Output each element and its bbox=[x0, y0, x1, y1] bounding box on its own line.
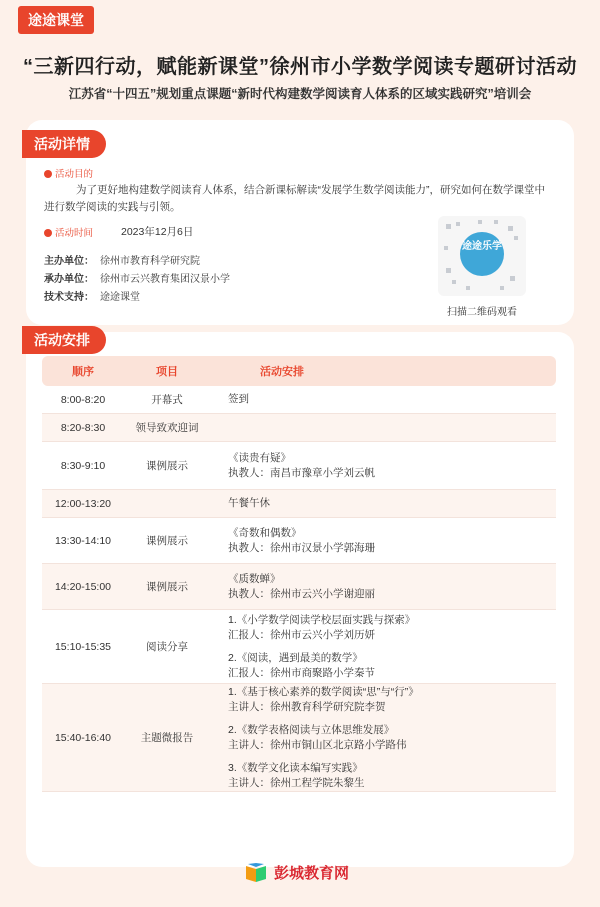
details-card bbox=[26, 120, 574, 325]
organizer-value: 徐州市云兴教育集团汉景小学 bbox=[100, 274, 230, 285]
arrangement-line: 执教人：徐州市汉景小学郭海珊 bbox=[228, 541, 375, 554]
arrangement-line: 《读贵有疑》 bbox=[228, 451, 291, 464]
organizer-label: 承办单位： bbox=[44, 274, 94, 285]
brand-tag: 途途课堂 bbox=[18, 6, 94, 34]
row-time: 15:40-16:40 bbox=[54, 731, 112, 744]
purpose-tag bbox=[44, 166, 93, 180]
table-body bbox=[42, 386, 556, 792]
row-time: 8:30-9:10 bbox=[60, 459, 106, 472]
arrangement-spacer bbox=[228, 643, 556, 651]
row-time: 14:20-15:00 bbox=[54, 580, 112, 593]
page-subtitle: 江苏省“十四五”规划重点课题“新时代构建数学阅读育人体系的区域实践研究”培训会 bbox=[68, 87, 532, 101]
arrangement-line: 2.《数学表格阅读与立体思维发展》 bbox=[228, 723, 395, 736]
arrangement-line: 1.《小学数学阅读学校层面实践与探索》 bbox=[228, 613, 416, 626]
arrangement-line: 执教人：南昌市豫章小学刘云帆 bbox=[228, 466, 375, 479]
row-item: 阅读分享 bbox=[146, 641, 188, 653]
purpose-text: 为了更好地构建数学阅读育人体系，结合新课标解读“发展学生数学阅读能力”，研究如何在数学课堂中进行数学阅读的实践与引领。 bbox=[44, 184, 545, 213]
organizer-value: 徐州市教育科学研究院 bbox=[100, 256, 200, 267]
table-row bbox=[42, 442, 556, 490]
organizer-row bbox=[44, 270, 230, 285]
row-item: 课例展示 bbox=[146, 581, 188, 593]
row-arrangement bbox=[210, 613, 556, 681]
time-tag-label: 活动时间 bbox=[55, 228, 94, 239]
header-arrangement: 活动安排 bbox=[260, 366, 304, 378]
schedule-card bbox=[26, 332, 574, 867]
row-item: 主题微报告 bbox=[140, 732, 194, 744]
arrangement-line: 主讲人：徐州市铜山区北京路小学路伟 bbox=[228, 738, 407, 751]
arrangement-line: 主讲人：徐州工程学院朱黎生 bbox=[228, 776, 365, 789]
organizer-row bbox=[44, 252, 200, 267]
page-title: “三新四行动，赋能新课堂”徐州市小学数学阅读专题研讨活动 bbox=[23, 56, 577, 78]
row-item: 开幕式 bbox=[151, 394, 183, 406]
arrangement-line: 3.《数学文化读本编写实践》 bbox=[228, 761, 363, 774]
organizer-label: 主办单位： bbox=[44, 256, 94, 267]
row-time: 13:30-14:10 bbox=[54, 534, 112, 547]
arrangement-line: 1.《基于核心素养的数学阅读“思”与“行”》 bbox=[228, 685, 419, 698]
qr-code[interactable] bbox=[438, 216, 526, 296]
arrangement-line: 执教人：徐州市云兴小学谢迎丽 bbox=[228, 587, 375, 600]
header-order: 顺序 bbox=[72, 366, 94, 378]
purpose-tag-label: 活动目的 bbox=[55, 169, 94, 180]
row-arrangement bbox=[210, 451, 556, 481]
qr-logo: 途途乐学 bbox=[460, 232, 504, 276]
table-row bbox=[42, 414, 556, 442]
row-time: 8:20-8:30 bbox=[60, 421, 106, 434]
arrangement-line: 主讲人：徐州教育科学研究院李贺 bbox=[228, 700, 386, 713]
row-time: 12:00-13:20 bbox=[54, 497, 112, 510]
organizer-value: 途途课堂 bbox=[100, 292, 140, 303]
row-time: 8:00-8:20 bbox=[60, 393, 106, 406]
table-row bbox=[42, 684, 556, 792]
arrangement-spacer bbox=[228, 753, 556, 761]
arrangement-line: 《质数蝉》 bbox=[228, 572, 281, 585]
schedule-table bbox=[42, 356, 556, 792]
header-item: 项目 bbox=[156, 366, 178, 378]
arrangement-line: 汇报人：徐州市云兴小学刘历妍 bbox=[228, 628, 375, 641]
arrangement-line: 签到 bbox=[228, 393, 249, 405]
row-item: 课例展示 bbox=[146, 460, 188, 472]
footer-logo bbox=[244, 862, 349, 883]
dot-icon bbox=[44, 229, 52, 237]
table-row bbox=[42, 564, 556, 610]
row-arrangement bbox=[210, 392, 556, 407]
time-value: 2023年12月6日 bbox=[121, 226, 194, 238]
table-row bbox=[42, 518, 556, 564]
table-row bbox=[42, 610, 556, 684]
footer-logo-text: 彭城教育网 bbox=[274, 865, 350, 882]
row-item: 领导致欢迎词 bbox=[135, 422, 199, 434]
arrangement-spacer bbox=[228, 715, 556, 723]
organizer-row bbox=[44, 288, 140, 303]
table-row bbox=[42, 490, 556, 518]
row-arrangement bbox=[210, 572, 556, 602]
row-arrangement bbox=[210, 685, 556, 791]
qr-caption: 扫描二维码观看 bbox=[447, 307, 517, 318]
row-arrangement bbox=[210, 496, 556, 511]
arrangement-line: 2.《阅读，遇到最美的数学》 bbox=[228, 651, 363, 664]
organizer-label: 技术支持： bbox=[44, 292, 94, 303]
row-time: 15:10-15:35 bbox=[54, 640, 112, 653]
arrangement-line: 汇报人：徐州市商聚路小学秦节 bbox=[228, 666, 375, 679]
row-arrangement bbox=[210, 526, 556, 556]
time-tag bbox=[44, 225, 93, 239]
dot-icon bbox=[44, 170, 52, 178]
table-header bbox=[42, 356, 556, 386]
book-icon bbox=[244, 863, 268, 883]
table-row bbox=[42, 386, 556, 414]
arrangement-line: 午餐午休 bbox=[228, 497, 270, 509]
arrangement-line: 《奇数和偶数》 bbox=[228, 526, 302, 539]
details-section-label: 活动详情 bbox=[22, 130, 106, 158]
schedule-section-label: 活动安排 bbox=[22, 326, 106, 354]
row-item: 课例展示 bbox=[146, 535, 188, 547]
